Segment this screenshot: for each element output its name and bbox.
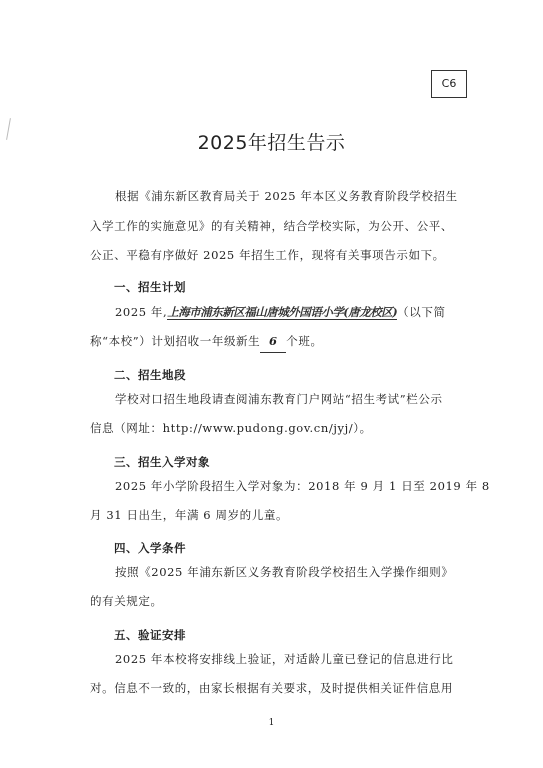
page-number: 1 — [268, 718, 275, 728]
conditions-line-1: 按照《2025 年浦东新区义务教育阶段学校招生入学操作细则》 — [115, 565, 454, 579]
plan-abbrev-text: （以下简 — [397, 305, 446, 319]
handwritten-class-count: 6 — [260, 331, 286, 353]
document-title: 2025年招生告示 — [197, 132, 346, 154]
section-heading-plan: 一、招生计划 — [114, 280, 186, 294]
plan-line-1 — [90, 302, 464, 323]
plan-class-suffix: 个班。 — [286, 334, 323, 348]
verification-line-2: 对。信息不一致的，由家长根据有关要求，及时提供相关证件信息用 — [90, 681, 453, 695]
intro-line-3: 公正、平稳有序做好 2025 年招生工作，现将有关事项告示如下。 — [90, 248, 445, 262]
section-heading-eligibility: 三、招生入学对象 — [114, 455, 210, 469]
eligibility-line-1: 2025 年小学阶段招生入学对象为：2018 年 9 月 1 日至 2019 年 8 — [115, 479, 490, 493]
plan-year-text: 2025 年, — [115, 305, 168, 319]
document-code-box: C6 — [431, 70, 467, 98]
plan-enroll-text: 称“本校”）计划招收一年级新生 — [90, 334, 261, 348]
section-heading-verification: 五、验证安排 — [114, 628, 186, 642]
section-heading-district: 二、招生地段 — [114, 368, 186, 382]
conditions-line-2: 的有关规定。 — [90, 594, 163, 608]
district-line-2: 信息（网址：http://www.pudong.gov.cn/jyj/）。 — [90, 421, 372, 435]
verification-line-1: 2025 年本校将安排线上验证，对适龄儿童已登记的信息进行比 — [115, 652, 454, 666]
plan-line-2 — [90, 331, 464, 353]
section-heading-conditions: 四、入学条件 — [114, 541, 186, 555]
district-line-1: 学校对口招生地段请查阅浦东教育门户网站“招生考试”栏公示 — [115, 392, 443, 406]
intro-line-2: 入学工作的实施意见》的有关精神，结合学校实际，为公开、公平、 — [90, 219, 453, 233]
eligibility-line-2: 月 31 日出生，年满 6 周岁的儿童。 — [90, 508, 289, 522]
handwritten-school-name: 上海市浦东新区福山唐城外国语小学(唐龙校区) — [167, 305, 398, 319]
intro-line-1: 根据《浦东新区教育局关于 2025 年本区义务教育阶段学校招生 — [115, 189, 458, 203]
